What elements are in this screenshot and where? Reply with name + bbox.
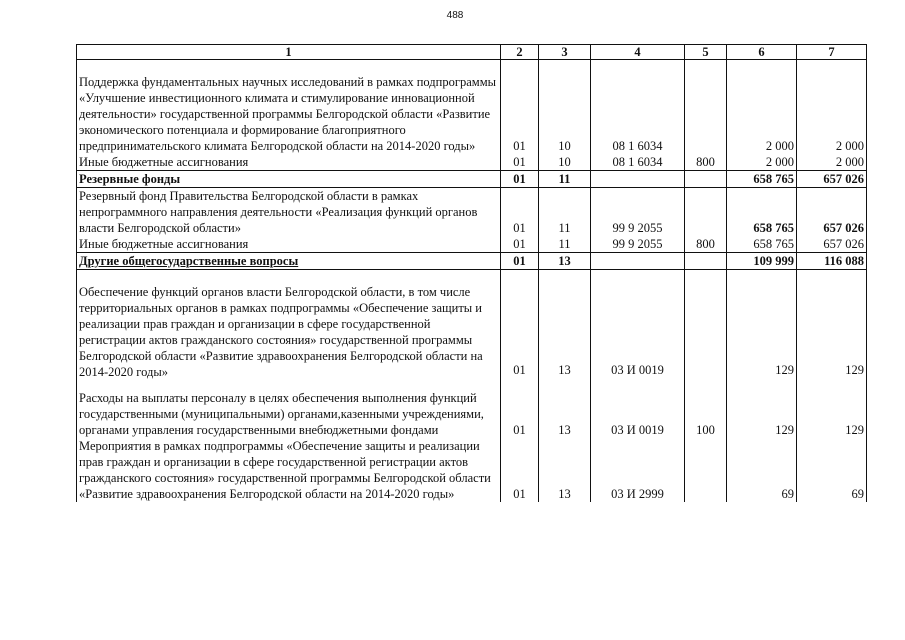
row-sum-2: 129 bbox=[797, 270, 867, 391]
row-rz: 01 bbox=[501, 171, 539, 188]
row-sum-2: 657 026 bbox=[797, 188, 867, 237]
row-csr: 03 И 0019 bbox=[591, 270, 685, 391]
column-header-1: 1 bbox=[77, 45, 501, 60]
budget-table bbox=[76, 44, 867, 502]
column-header-4: 4 bbox=[591, 45, 685, 60]
row-rz: 01 bbox=[501, 60, 539, 155]
column-header-6: 6 bbox=[727, 45, 797, 60]
row-vr bbox=[685, 171, 727, 188]
row-pr: 11 bbox=[539, 171, 591, 188]
row-rz: 01 bbox=[501, 253, 539, 270]
column-header-2: 2 bbox=[501, 45, 539, 60]
section-row-reserve-funds bbox=[77, 171, 867, 188]
row-csr: 99 9 2055 bbox=[591, 188, 685, 237]
row-pr: 11 bbox=[539, 188, 591, 237]
row-vr bbox=[685, 438, 727, 502]
row-vr bbox=[685, 270, 727, 391]
row-vr: 800 bbox=[685, 236, 727, 253]
row-sum-1: 69 bbox=[727, 438, 797, 502]
row-csr bbox=[591, 253, 685, 270]
row-rz: 01 bbox=[501, 390, 539, 438]
row-sum-1: 658 765 bbox=[727, 188, 797, 237]
row-sum-2: 69 bbox=[797, 438, 867, 502]
row-csr bbox=[591, 171, 685, 188]
row-sum-1: 129 bbox=[727, 270, 797, 391]
header-row bbox=[77, 45, 867, 60]
row-pr: 13 bbox=[539, 438, 591, 502]
row-sum-1: 2 000 bbox=[727, 60, 797, 155]
row-name: Иные бюджетные ассигнования bbox=[77, 236, 501, 253]
row-sum-2: 657 026 bbox=[797, 236, 867, 253]
row-sum-2: 2 000 bbox=[797, 154, 867, 171]
row-sum-1: 129 bbox=[727, 390, 797, 438]
row-rz: 01 bbox=[501, 188, 539, 237]
row-vr: 100 bbox=[685, 390, 727, 438]
row-pr: 13 bbox=[539, 270, 591, 391]
column-header-5: 5 bbox=[685, 45, 727, 60]
row-pr: 13 bbox=[539, 390, 591, 438]
row-rz: 01 bbox=[501, 154, 539, 171]
table-row bbox=[77, 60, 867, 155]
section-row-other-general-issues bbox=[77, 253, 867, 270]
column-header-7: 7 bbox=[797, 45, 867, 60]
row-pr: 10 bbox=[539, 60, 591, 155]
table-row bbox=[77, 438, 867, 502]
table-row bbox=[77, 390, 867, 438]
row-vr bbox=[685, 253, 727, 270]
row-sum-1: 658 765 bbox=[727, 171, 797, 188]
row-rz: 01 bbox=[501, 270, 539, 391]
row-name: Мероприятия в рамках подпрограммы «Обеспечение защиты и реализации прав граждан и организации в сфере государственной регистрации актов гражданского состояния» государственной программы Белгородской области «Развитие здравоохранения Белгородской области на 2014-2020 годы» bbox=[77, 438, 501, 502]
row-vr bbox=[685, 188, 727, 237]
table-row bbox=[77, 188, 867, 237]
row-vr bbox=[685, 60, 727, 155]
row-rz: 01 bbox=[501, 236, 539, 253]
table-row bbox=[77, 154, 867, 171]
table-row bbox=[77, 236, 867, 253]
row-name: Иные бюджетные ассигнования bbox=[77, 154, 501, 171]
row-sum-1: 2 000 bbox=[727, 154, 797, 171]
row-csr: 03 И 0019 bbox=[591, 390, 685, 438]
row-sum-1: 109 999 bbox=[727, 253, 797, 270]
row-name: Резервный фонд Правительства Белгородской области в рамках непрограммного направления деятельности «Реализация функций органов власти Белгородской области» bbox=[77, 188, 501, 237]
row-sum-2: 129 bbox=[797, 390, 867, 438]
row-csr: 08 1 6034 bbox=[591, 154, 685, 171]
row-sum-2: 657 026 bbox=[797, 171, 867, 188]
table-row bbox=[77, 270, 867, 391]
row-csr: 99 9 2055 bbox=[591, 236, 685, 253]
row-name: Другие общегосударственные вопросы bbox=[77, 253, 501, 270]
row-rz: 01 bbox=[501, 438, 539, 502]
row-pr: 10 bbox=[539, 154, 591, 171]
row-sum-2: 116 088 bbox=[797, 253, 867, 270]
page-number: 488 bbox=[446, 10, 464, 21]
row-name: Резервные фонды bbox=[77, 171, 501, 188]
row-csr: 08 1 6034 bbox=[591, 60, 685, 155]
row-vr: 800 bbox=[685, 154, 727, 171]
row-name: Обеспечение функций органов власти Белгородской области, в том числе территориальных органов в рамках подпрограммы «Обеспечение защиты и реализации прав граждан и организации в сфере государственной регистрации актов гражданского состояния» государственной программы Белгородской области «Развитие здравоохранения Белгородской области на 2014-2020 годы» bbox=[77, 270, 501, 391]
row-name: Поддержка фундаментальных научных исследований в рамках подпрограммы «Улучшение инвестиционного климата и стимулирование инновационной деятельности» государственной программы Белгородской области «Развитие экономического потенциала и формирование благоприятного предпринимательского климата Белгородской области на 2014-2020 годы» bbox=[77, 60, 501, 155]
row-csr: 03 И 2999 bbox=[591, 438, 685, 502]
row-pr: 11 bbox=[539, 236, 591, 253]
column-header-3: 3 bbox=[539, 45, 591, 60]
row-sum-2: 2 000 bbox=[797, 60, 867, 155]
row-name: Расходы на выплаты персоналу в целях обеспечения выполнения функций государственными (муниципальными) органами,казенными учреждениями, органами управления государственными внебюджетными фондами bbox=[77, 390, 501, 438]
row-pr: 13 bbox=[539, 253, 591, 270]
row-sum-1: 658 765 bbox=[727, 236, 797, 253]
